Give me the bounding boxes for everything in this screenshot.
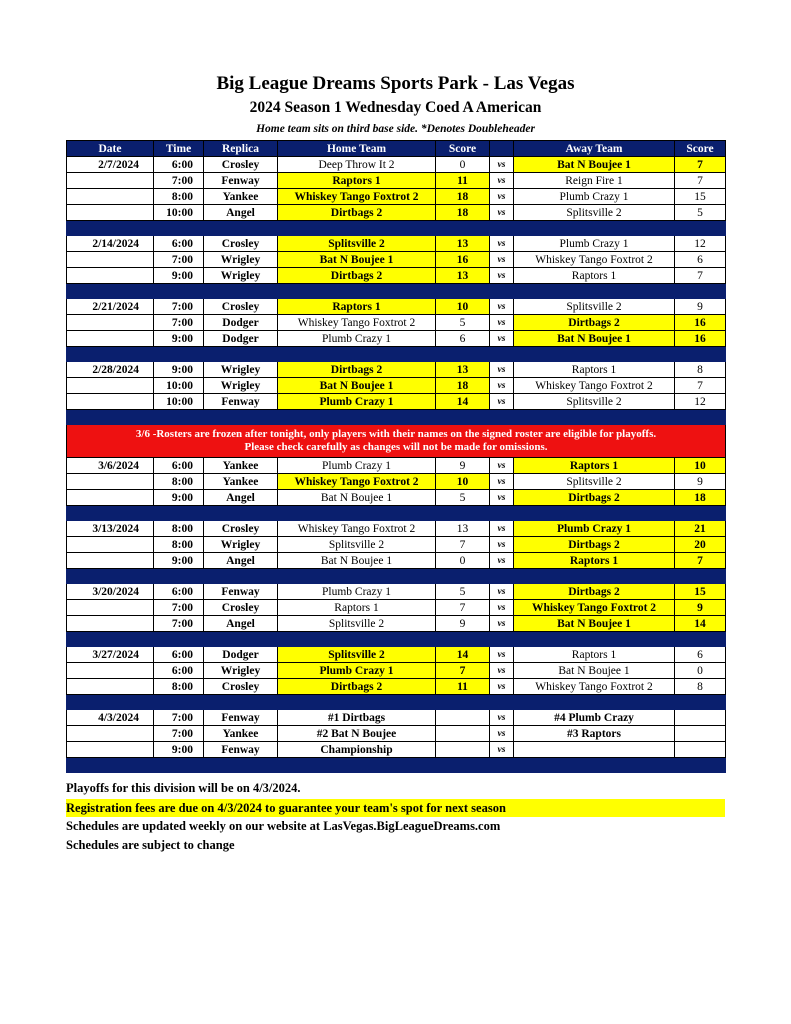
home-team: Splitsville 2 [278,537,436,553]
game-time: 9:00 [154,490,204,506]
game-row [67,173,726,189]
game-row [67,600,726,616]
roster-notice [67,425,726,458]
week-separator [67,506,726,521]
game-date [67,268,154,284]
game-replica: Fenway [204,742,278,758]
away-score: 5 [675,205,726,221]
game-replica: Crosley [204,236,278,252]
game-time: 8:00 [154,679,204,695]
vs-label: vs [490,616,514,632]
away-team: Dirtbags 2 [514,537,675,553]
separator-bar [67,221,726,236]
game-date [67,490,154,506]
game-row [67,205,726,221]
home-team: Whiskey Tango Foxtrot 2 [278,521,436,537]
game-row [67,331,726,347]
game-replica: Angel [204,490,278,506]
away-team: Whiskey Tango Foxtrot 2 [514,378,675,394]
game-row [67,474,726,490]
home-team: Raptors 1 [278,600,436,616]
vs-label: vs [490,378,514,394]
away-score: 10 [675,458,726,474]
away-score: 14 [675,616,726,632]
home-team: Deep Throw It 2 [278,157,436,173]
separator-bar [67,695,726,710]
game-date: 3/13/2024 [67,521,154,537]
game-time: 8:00 [154,537,204,553]
home-team: Dirtbags 2 [278,205,436,221]
home-score: 5 [436,490,490,506]
game-replica: Fenway [204,710,278,726]
away-team: #4 Plumb Crazy [514,710,675,726]
game-date: 3/20/2024 [67,584,154,600]
game-row [67,189,726,205]
game-time: 10:00 [154,205,204,221]
home-score: 6 [436,331,490,347]
away-team: Dirtbags 2 [514,315,675,331]
footer-website: Schedules are updated weekly on our website at LasVegas.BigLeagueDreams.com [66,819,501,833]
game-replica: Angel [204,553,278,569]
away-score: 9 [675,299,726,315]
home-team: Whiskey Tango Foxtrot 2 [278,189,436,205]
game-time: 10:00 [154,394,204,410]
week-separator [67,695,726,710]
header-home-score: Score [436,141,490,157]
home-team: Splitsville 2 [278,236,436,252]
away-team: Raptors 1 [514,362,675,378]
week-separator [67,569,726,584]
game-time: 6:00 [154,663,204,679]
game-time: 7:00 [154,710,204,726]
home-score: 13 [436,521,490,537]
game-date [67,663,154,679]
header-vs [490,141,514,157]
game-date [67,537,154,553]
game-time: 10:00 [154,378,204,394]
game-time: 7:00 [154,173,204,189]
roster-notice-line: Please check carefully as changes will not be made for omissions. [244,441,548,453]
vs-label: vs [490,584,514,600]
game-time: 6:00 [154,157,204,173]
game-time: 7:00 [154,299,204,315]
away-team: Raptors 1 [514,268,675,284]
vs-label: vs [490,679,514,695]
vs-label: vs [490,205,514,221]
away-team: Bat N Boujee 1 [514,616,675,632]
roster-notice-row [67,425,726,458]
game-replica: Yankee [204,189,278,205]
home-team: Plumb Crazy 1 [278,584,436,600]
game-row [67,252,726,268]
vs-label: vs [490,331,514,347]
game-replica: Wrigley [204,362,278,378]
away-team: Dirtbags 2 [514,584,675,600]
game-date [67,173,154,189]
game-date [67,378,154,394]
game-row [67,742,726,758]
home-score: 9 [436,458,490,474]
game-row [67,458,726,474]
footer-subject: Schedules are subject to change [66,838,235,852]
header-date: Date [67,141,154,157]
away-score [675,710,726,726]
away-team: Splitsville 2 [514,474,675,490]
game-replica: Dodger [204,331,278,347]
away-score: 7 [675,157,726,173]
game-replica: Crosley [204,157,278,173]
game-time: 7:00 [154,252,204,268]
home-score: 13 [436,236,490,252]
home-team: Splitsville 2 [278,647,436,663]
game-replica: Yankee [204,458,278,474]
away-score [675,742,726,758]
home-score: 13 [436,362,490,378]
game-row [67,584,726,600]
home-score [436,726,490,742]
home-score: 0 [436,553,490,569]
home-team: Plumb Crazy 1 [278,331,436,347]
game-row [67,236,726,252]
vs-label: vs [490,268,514,284]
home-score: 14 [436,394,490,410]
header-away-score: Score [675,141,726,157]
game-row [67,394,726,410]
away-score [675,726,726,742]
home-team: Plumb Crazy 1 [278,394,436,410]
game-replica: Angel [204,616,278,632]
week-separator [67,632,726,647]
away-team: Dirtbags 2 [514,490,675,506]
game-time: 7:00 [154,315,204,331]
away-score: 12 [675,236,726,252]
game-date [67,252,154,268]
game-replica: Crosley [204,600,278,616]
home-team: Splitsville 2 [278,616,436,632]
game-row [67,553,726,569]
game-replica: Yankee [204,474,278,490]
away-team: Raptors 1 [514,553,675,569]
vs-label: vs [490,490,514,506]
page-subtitle: 2024 Season 1 Wednesday Coed A American [249,99,542,116]
vs-label: vs [490,553,514,569]
vs-label: vs [490,647,514,663]
game-replica: Yankee [204,726,278,742]
home-score [436,710,490,726]
separator-bar [67,632,726,647]
home-score: 9 [436,616,490,632]
vs-label: vs [490,600,514,616]
away-score: 15 [675,189,726,205]
home-score: 10 [436,299,490,315]
vs-label: vs [490,521,514,537]
away-score: 7 [675,378,726,394]
game-row [67,299,726,315]
home-score: 14 [436,647,490,663]
game-row [67,647,726,663]
game-replica: Dodger [204,315,278,331]
game-replica: Crosley [204,521,278,537]
game-time: 6:00 [154,584,204,600]
away-score: 0 [675,663,726,679]
home-score: 18 [436,378,490,394]
vs-label: vs [490,710,514,726]
week-separator [67,758,726,773]
game-row [67,378,726,394]
away-score: 18 [675,490,726,506]
page-title: Big League Dreams Sports Park - Las Vegas [216,73,575,94]
game-replica: Fenway [204,394,278,410]
week-separator [67,284,726,299]
away-score: 8 [675,679,726,695]
home-score: 5 [436,584,490,600]
game-time: 9:00 [154,331,204,347]
game-time: 7:00 [154,600,204,616]
game-date [67,679,154,695]
away-team: Splitsville 2 [514,205,675,221]
game-date [67,726,154,742]
game-time: 9:00 [154,362,204,378]
game-replica: Wrigley [204,252,278,268]
away-team: Bat N Boujee 1 [514,331,675,347]
game-replica: Dodger [204,647,278,663]
away-team: Plumb Crazy 1 [514,521,675,537]
game-replica: Wrigley [204,268,278,284]
week-separator [67,221,726,236]
away-team: Plumb Crazy 1 [514,189,675,205]
game-row [67,268,726,284]
away-team [514,742,675,758]
game-date [67,553,154,569]
vs-label: vs [490,173,514,189]
game-row [67,362,726,378]
game-time: 6:00 [154,458,204,474]
away-score: 15 [675,584,726,600]
home-score: 10 [436,474,490,490]
game-row [67,157,726,173]
away-score: 16 [675,315,726,331]
header-row [67,141,726,157]
away-team: Bat N Boujee 1 [514,663,675,679]
away-score: 20 [675,537,726,553]
game-date [67,331,154,347]
home-team: Championship [278,742,436,758]
away-team: Whiskey Tango Foxtrot 2 [514,679,675,695]
game-date [67,600,154,616]
vs-label: vs [490,236,514,252]
home-score: 18 [436,189,490,205]
vs-label: vs [490,299,514,315]
game-row [67,726,726,742]
home-score: 11 [436,173,490,189]
home-team: #1 Dirtbags [278,710,436,726]
game-date: 2/7/2024 [67,157,154,173]
separator-bar [67,347,726,362]
vs-label: vs [490,189,514,205]
away-team: Splitsville 2 [514,394,675,410]
game-time: 8:00 [154,189,204,205]
game-time: 6:00 [154,236,204,252]
vs-label: vs [490,474,514,490]
footer-playoffs: Playoffs for this division will be on 4/3/2024. [66,781,301,795]
home-score: 7 [436,600,490,616]
away-team: Whiskey Tango Foxtrot 2 [514,600,675,616]
separator-bar [67,410,726,425]
home-score: 13 [436,268,490,284]
game-replica: Fenway [204,584,278,600]
schedule-note: Home team sits on third base side. *Denotes Doubleheader [256,123,535,135]
home-team: Dirtbags 2 [278,679,436,695]
away-score: 9 [675,600,726,616]
game-time: 9:00 [154,742,204,758]
schedule-table [66,140,726,773]
vs-label: vs [490,663,514,679]
separator-bar [67,284,726,299]
game-date: 3/6/2024 [67,458,154,474]
away-team: Raptors 1 [514,647,675,663]
home-team: Bat N Boujee 1 [278,553,436,569]
game-replica: Fenway [204,173,278,189]
home-team: #2 Bat N Boujee [278,726,436,742]
away-team: Raptors 1 [514,458,675,474]
game-date: 2/14/2024 [67,236,154,252]
game-replica: Crosley [204,679,278,695]
game-date [67,189,154,205]
game-date [67,394,154,410]
away-score: 7 [675,553,726,569]
game-replica: Crosley [204,299,278,315]
week-separator [67,410,726,425]
away-team: Whiskey Tango Foxtrot 2 [514,252,675,268]
game-replica: Angel [204,205,278,221]
home-score: 5 [436,315,490,331]
game-row [67,537,726,553]
home-score: 16 [436,252,490,268]
home-score: 7 [436,537,490,553]
vs-label: vs [490,394,514,410]
game-replica: Wrigley [204,537,278,553]
separator-bar [67,569,726,584]
home-team: Raptors 1 [278,299,436,315]
away-score: 6 [675,647,726,663]
game-date [67,616,154,632]
game-time: 7:00 [154,616,204,632]
separator-bar [67,506,726,521]
game-time: 8:00 [154,521,204,537]
home-team: Bat N Boujee 1 [278,252,436,268]
vs-label: vs [490,157,514,173]
home-score: 18 [436,205,490,221]
separator-bar [67,758,726,773]
vs-label: vs [490,362,514,378]
game-date [67,474,154,490]
game-row [67,490,726,506]
home-team: Whiskey Tango Foxtrot 2 [278,474,436,490]
vs-label: vs [490,252,514,268]
game-replica: Wrigley [204,663,278,679]
roster-notice-line: 3/6 -Rosters are frozen after tonight, only players with their names on the signed roster are eligible for playoffs. [135,428,657,440]
footer-registration: Registration fees are due on 4/3/2024 to guarantee your team's spot for next season [66,799,725,817]
away-score: 12 [675,394,726,410]
home-team: Raptors 1 [278,173,436,189]
game-date: 2/21/2024 [67,299,154,315]
away-score: 7 [675,173,726,189]
home-team: Bat N Boujee 1 [278,490,436,506]
away-team: Reign Fire 1 [514,173,675,189]
game-time: 6:00 [154,647,204,663]
game-replica: Wrigley [204,378,278,394]
home-team: Bat N Boujee 1 [278,378,436,394]
header-home-team: Home Team [278,141,436,157]
vs-label: vs [490,315,514,331]
away-team: Bat N Boujee 1 [514,157,675,173]
game-date [67,742,154,758]
header-away-team: Away Team [514,141,675,157]
game-row [67,663,726,679]
game-date [67,205,154,221]
header-time: Time [154,141,204,157]
away-score: 9 [675,474,726,490]
game-row [67,679,726,695]
away-score: 16 [675,331,726,347]
away-score: 8 [675,362,726,378]
away-team: #3 Raptors [514,726,675,742]
game-row [67,616,726,632]
home-team: Plumb Crazy 1 [278,663,436,679]
game-date [67,315,154,331]
away-score: 6 [675,252,726,268]
home-team: Whiskey Tango Foxtrot 2 [278,315,436,331]
game-time: 8:00 [154,474,204,490]
home-score: 7 [436,663,490,679]
vs-label: vs [490,726,514,742]
game-date: 3/27/2024 [67,647,154,663]
game-time: 7:00 [154,726,204,742]
away-score: 7 [675,268,726,284]
game-date: 4/3/2024 [67,710,154,726]
week-separator [67,347,726,362]
game-time: 9:00 [154,553,204,569]
home-score: 11 [436,679,490,695]
home-score [436,742,490,758]
away-team: Plumb Crazy 1 [514,236,675,252]
away-team: Splitsville 2 [514,299,675,315]
home-team: Dirtbags 2 [278,362,436,378]
home-score: 0 [436,157,490,173]
away-score: 21 [675,521,726,537]
game-row [67,521,726,537]
game-time: 9:00 [154,268,204,284]
home-team: Plumb Crazy 1 [278,458,436,474]
vs-label: vs [490,742,514,758]
vs-label: vs [490,537,514,553]
home-team: Dirtbags 2 [278,268,436,284]
vs-label: vs [490,458,514,474]
header-replica: Replica [204,141,278,157]
game-row [67,710,726,726]
game-row [67,315,726,331]
game-date: 2/28/2024 [67,362,154,378]
